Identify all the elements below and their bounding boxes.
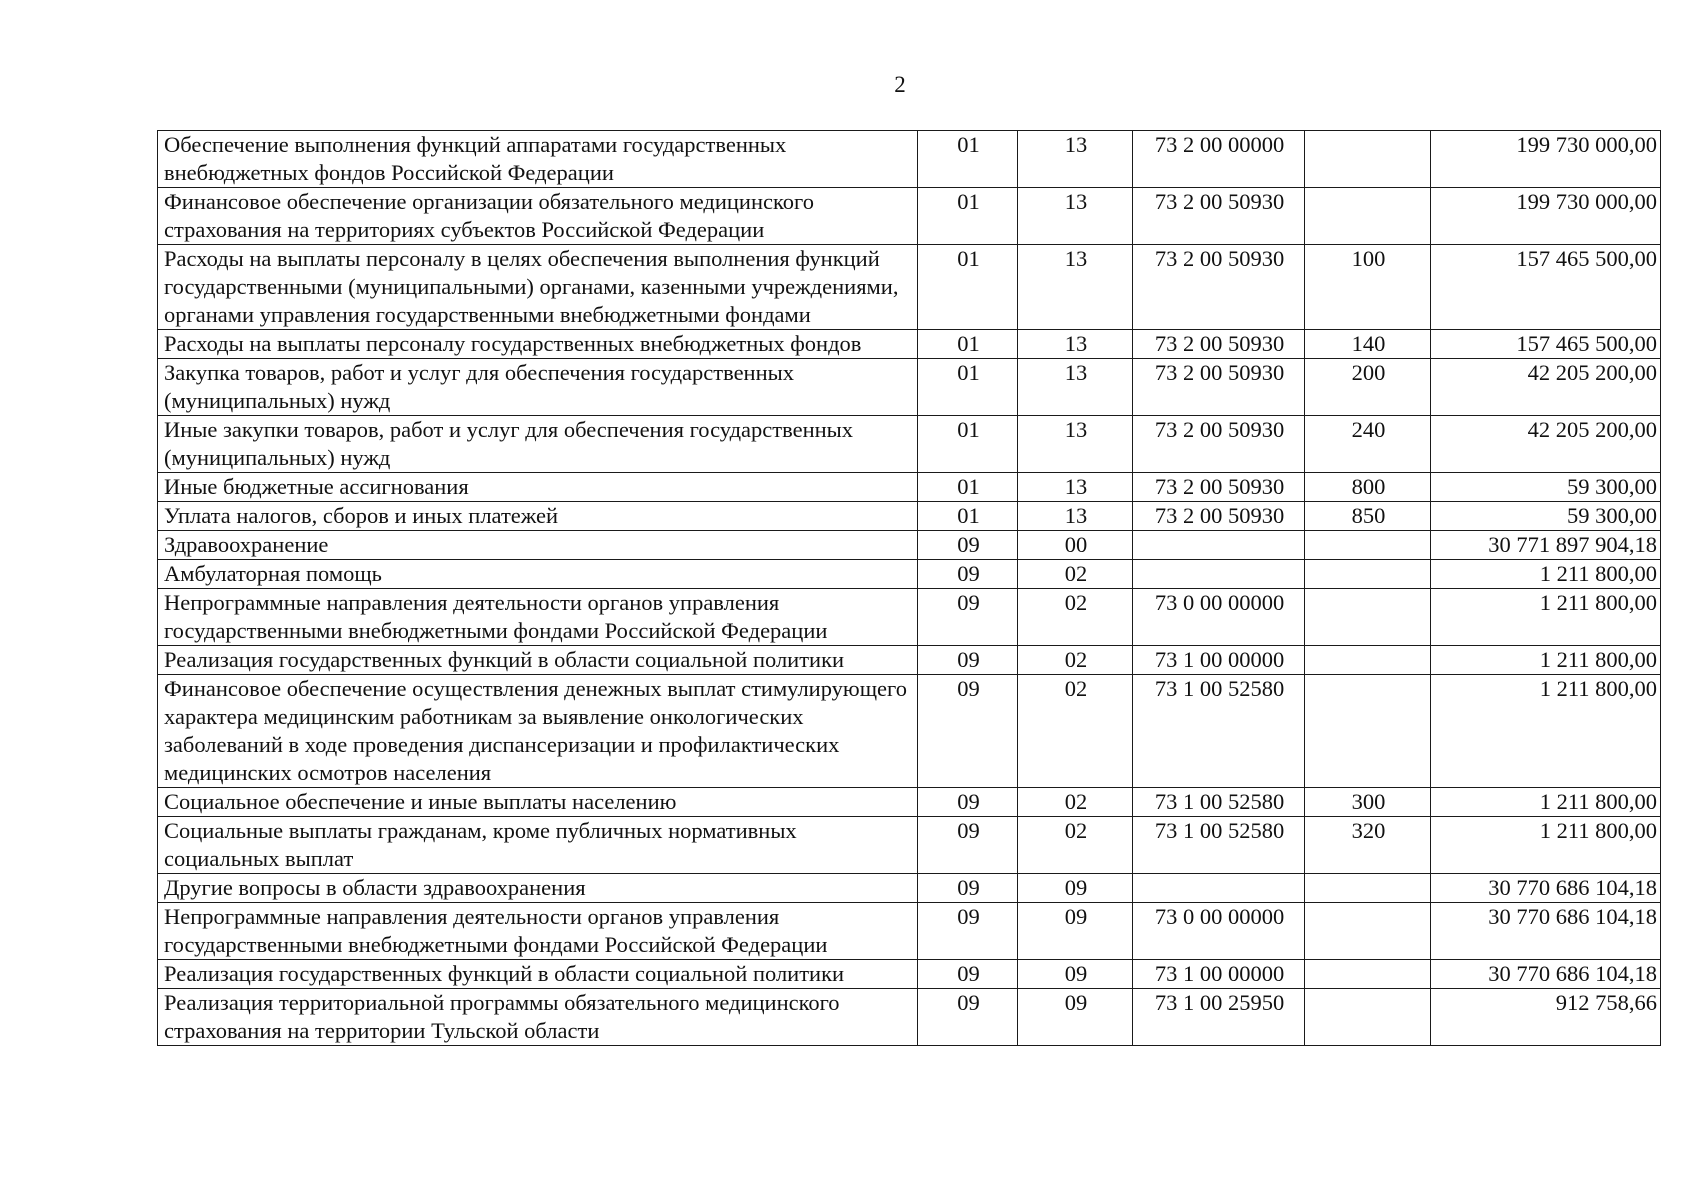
row-target-article-code <box>1133 531 1305 560</box>
row-section-code: 01 <box>918 245 1018 330</box>
row-expense-type-code <box>1305 560 1431 589</box>
row-subsection-code: 09 <box>1018 989 1133 1046</box>
row-amount: 30 770 686 104,18 <box>1431 903 1661 960</box>
row-subsection-code: 13 <box>1018 188 1133 245</box>
row-expense-type-code <box>1305 646 1431 675</box>
row-subsection-code: 02 <box>1018 646 1133 675</box>
row-target-article-code: 73 2 00 50930 <box>1133 502 1305 531</box>
row-amount: 59 300,00 <box>1431 473 1661 502</box>
row-name: Финансовое обеспечение осуществления денежных выплат стимулирующего характера медицинским работникам за выявление онкологических заболеваний в ходе проведения диспансеризации и профилактических медицинских осмотров населения <box>158 675 918 788</box>
row-expense-type-code <box>1305 989 1431 1046</box>
table-row <box>158 131 1661 188</box>
table-row <box>158 903 1661 960</box>
row-target-article-code: 73 2 00 50930 <box>1133 473 1305 502</box>
row-expense-type-code <box>1305 874 1431 903</box>
row-target-article-code: 73 0 00 00000 <box>1133 903 1305 960</box>
row-subsection-code: 13 <box>1018 131 1133 188</box>
table-row <box>158 646 1661 675</box>
row-subsection-code: 09 <box>1018 874 1133 903</box>
row-section-code: 09 <box>918 874 1018 903</box>
row-subsection-code: 13 <box>1018 416 1133 473</box>
row-section-code: 09 <box>918 531 1018 560</box>
row-amount: 1 211 800,00 <box>1431 646 1661 675</box>
row-expense-type-code <box>1305 960 1431 989</box>
row-subsection-code: 13 <box>1018 502 1133 531</box>
row-target-article-code: 73 1 00 52580 <box>1133 788 1305 817</box>
row-section-code: 09 <box>918 960 1018 989</box>
table-row <box>158 245 1661 330</box>
table-row <box>158 788 1661 817</box>
row-subsection-code: 02 <box>1018 817 1133 874</box>
row-expense-type-code <box>1305 131 1431 188</box>
table-row <box>158 359 1661 416</box>
row-name: Уплата налогов, сборов и иных платежей <box>158 502 918 531</box>
row-amount: 30 770 686 104,18 <box>1431 874 1661 903</box>
row-subsection-code: 02 <box>1018 560 1133 589</box>
row-target-article-code <box>1133 874 1305 903</box>
row-name: Расходы на выплаты персоналу государственных внебюджетных фондов <box>158 330 918 359</box>
row-name: Амбулаторная помощь <box>158 560 918 589</box>
row-name: Реализация государственных функций в области социальной политики <box>158 646 918 675</box>
table-row <box>158 473 1661 502</box>
row-section-code: 09 <box>918 903 1018 960</box>
row-section-code: 09 <box>918 646 1018 675</box>
row-name: Иные бюджетные ассигнования <box>158 473 918 502</box>
row-section-code: 01 <box>918 131 1018 188</box>
row-amount: 199 730 000,00 <box>1431 188 1661 245</box>
table-row <box>158 874 1661 903</box>
row-subsection-code: 13 <box>1018 330 1133 359</box>
row-target-article-code: 73 2 00 50930 <box>1133 416 1305 473</box>
row-section-code: 09 <box>918 788 1018 817</box>
row-name: Непрограммные направления деятельности органов управления государственными внебюджетными фондами Российской Федерации <box>158 589 918 646</box>
table-row <box>158 330 1661 359</box>
row-section-code: 09 <box>918 817 1018 874</box>
row-amount: 1 211 800,00 <box>1431 560 1661 589</box>
row-name: Финансовое обеспечение организации обязательного медицинского страхования на территориях субъектов Российской Федерации <box>158 188 918 245</box>
row-amount: 1 211 800,00 <box>1431 788 1661 817</box>
table-row <box>158 817 1661 874</box>
row-name: Непрограммные направления деятельности органов управления государственными внебюджетными фондами Российской Федерации <box>158 903 918 960</box>
row-section-code: 01 <box>918 359 1018 416</box>
row-expense-type-code <box>1305 903 1431 960</box>
row-amount: 1 211 800,00 <box>1431 817 1661 874</box>
budget-table <box>157 130 1661 1046</box>
table-row <box>158 502 1661 531</box>
row-subsection-code: 09 <box>1018 960 1133 989</box>
row-name: Другие вопросы в области здравоохранения <box>158 874 918 903</box>
table-row <box>158 960 1661 989</box>
row-subsection-code: 02 <box>1018 788 1133 817</box>
row-name: Реализация территориальной программы обязательного медицинского страхования на территории Тульской области <box>158 989 918 1046</box>
row-target-article-code: 73 1 00 00000 <box>1133 960 1305 989</box>
row-expense-type-code <box>1305 675 1431 788</box>
row-section-code: 09 <box>918 989 1018 1046</box>
row-subsection-code: 13 <box>1018 359 1133 416</box>
row-expense-type-code: 300 <box>1305 788 1431 817</box>
table-row <box>158 416 1661 473</box>
table-row <box>158 589 1661 646</box>
row-amount: 42 205 200,00 <box>1431 359 1661 416</box>
row-section-code: 01 <box>918 502 1018 531</box>
table-row <box>158 675 1661 788</box>
row-amount: 30 771 897 904,18 <box>1431 531 1661 560</box>
row-expense-type-code <box>1305 531 1431 560</box>
table-row <box>158 560 1661 589</box>
row-expense-type-code <box>1305 188 1431 245</box>
row-target-article-code: 73 1 00 25950 <box>1133 989 1305 1046</box>
row-target-article-code: 73 2 00 50930 <box>1133 359 1305 416</box>
row-name: Социальные выплаты гражданам, кроме публичных нормативных социальных выплат <box>158 817 918 874</box>
row-subsection-code: 13 <box>1018 473 1133 502</box>
row-section-code: 01 <box>918 330 1018 359</box>
row-amount: 30 770 686 104,18 <box>1431 960 1661 989</box>
row-section-code: 09 <box>918 675 1018 788</box>
row-target-article-code: 73 0 00 00000 <box>1133 589 1305 646</box>
row-name: Реализация государственных функций в области социальной политики <box>158 960 918 989</box>
row-amount: 59 300,00 <box>1431 502 1661 531</box>
table-row <box>158 188 1661 245</box>
row-subsection-code: 02 <box>1018 675 1133 788</box>
row-target-article-code: 73 1 00 52580 <box>1133 675 1305 788</box>
row-expense-type-code: 140 <box>1305 330 1431 359</box>
row-subsection-code: 09 <box>1018 903 1133 960</box>
row-expense-type-code <box>1305 589 1431 646</box>
table-row <box>158 531 1661 560</box>
row-amount: 157 465 500,00 <box>1431 330 1661 359</box>
row-target-article-code: 73 2 00 00000 <box>1133 131 1305 188</box>
row-name: Социальное обеспечение и иные выплаты населению <box>158 788 918 817</box>
row-name: Здравоохранение <box>158 531 918 560</box>
row-name: Расходы на выплаты персоналу в целях обеспечения выполнения функций государственными (муниципальными) органами, казенными учреждениями, органами управления государственными внебюджетными фондами <box>158 245 918 330</box>
row-expense-type-code: 800 <box>1305 473 1431 502</box>
row-subsection-code: 00 <box>1018 531 1133 560</box>
page-number: 2 <box>894 72 906 97</box>
row-name: Закупка товаров, работ и услуг для обеспечения государственных (муниципальных) нужд <box>158 359 918 416</box>
row-expense-type-code: 320 <box>1305 817 1431 874</box>
row-amount: 1 211 800,00 <box>1431 675 1661 788</box>
row-section-code: 01 <box>918 416 1018 473</box>
row-target-article-code: 73 1 00 00000 <box>1133 646 1305 675</box>
row-section-code: 09 <box>918 589 1018 646</box>
row-amount: 42 205 200,00 <box>1431 416 1661 473</box>
row-expense-type-code: 240 <box>1305 416 1431 473</box>
table-body <box>158 131 1661 1046</box>
row-section-code: 09 <box>918 560 1018 589</box>
row-amount: 157 465 500,00 <box>1431 245 1661 330</box>
row-name: Обеспечение выполнения функций аппаратами государственных внебюджетных фондов Российской Федерации <box>158 131 918 188</box>
row-amount: 199 730 000,00 <box>1431 131 1661 188</box>
row-subsection-code: 02 <box>1018 589 1133 646</box>
row-name: Иные закупки товаров, работ и услуг для обеспечения государственных (муниципальных) нужд <box>158 416 918 473</box>
row-section-code: 01 <box>918 188 1018 245</box>
row-section-code: 01 <box>918 473 1018 502</box>
table-row <box>158 989 1661 1046</box>
row-amount: 912 758,66 <box>1431 989 1661 1046</box>
row-expense-type-code: 100 <box>1305 245 1431 330</box>
row-subsection-code: 13 <box>1018 245 1133 330</box>
row-target-article-code: 73 2 00 50930 <box>1133 330 1305 359</box>
row-expense-type-code: 850 <box>1305 502 1431 531</box>
row-expense-type-code: 200 <box>1305 359 1431 416</box>
row-target-article-code <box>1133 560 1305 589</box>
row-amount: 1 211 800,00 <box>1431 589 1661 646</box>
row-target-article-code: 73 2 00 50930 <box>1133 245 1305 330</box>
row-target-article-code: 73 2 00 50930 <box>1133 188 1305 245</box>
row-target-article-code: 73 1 00 52580 <box>1133 817 1305 874</box>
